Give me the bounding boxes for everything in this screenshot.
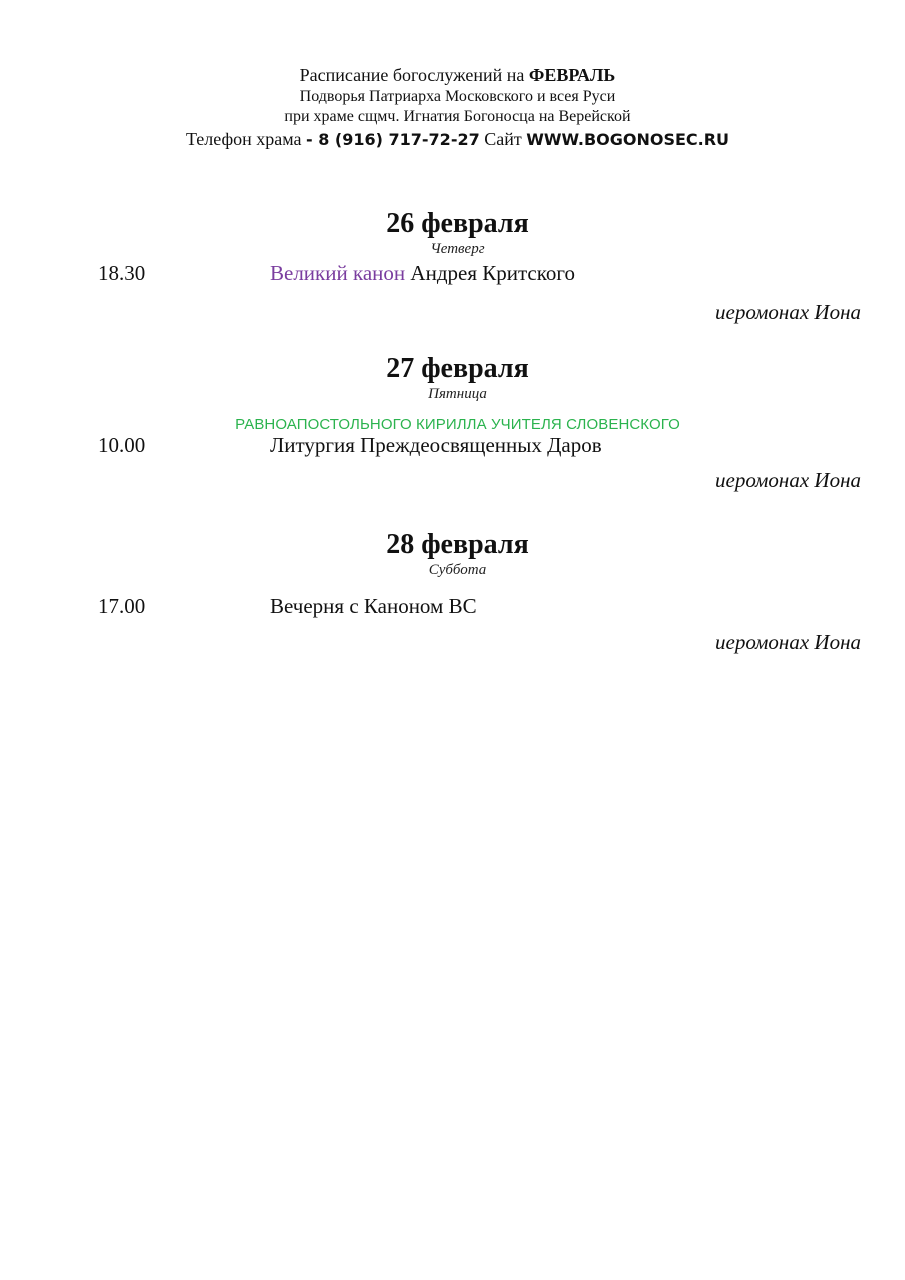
service-time: 18.30 (98, 261, 146, 285)
service-row (0, 430, 905, 460)
day-section (0, 529, 905, 657)
service-priest: иеромонах Иона (715, 300, 861, 324)
day-section (0, 208, 905, 327)
schedule-title (10, 64, 905, 87)
day-date: 27 февраля (386, 353, 529, 384)
header-line-church: при храме сщмч. Игнатия Богоносца на Верейской (284, 108, 631, 125)
header-contacts (10, 127, 905, 152)
title-prefix: Расписание богослужений на (299, 65, 529, 85)
service-name: Литургия Преждеосвященных Даров (270, 433, 602, 457)
service-time: 10.00 (98, 433, 146, 457)
day-weekday: Суббота (428, 562, 487, 578)
service-priest: иеромонах Иона (715, 468, 861, 492)
day-date: 26 февраля (386, 208, 529, 239)
day-weekday: Четверг (430, 241, 485, 257)
title-month: ФЕВРАЛЬ (528, 65, 616, 85)
service-highlight: Великий канон (270, 261, 406, 285)
site-label: Сайт (479, 129, 527, 149)
service-time: 17.00 (98, 594, 146, 618)
service-row (0, 258, 905, 288)
service-name: Вечерня с Каноном ВС (270, 594, 477, 618)
service-priest: иеромонах Иона (715, 630, 861, 654)
service-rest: Андрея Критского (405, 261, 575, 285)
day-date: 28 февраля (386, 529, 529, 560)
feast-title: РАВНОАПОСТОЛЬНОГО КИРИЛЛА УЧИТЕЛЯ СЛОВЕНСКОГО (235, 416, 680, 433)
site-url: WWW.BOGONOSEC.RU (526, 130, 730, 149)
header-line-patriarch: Подворья Патриарха Московского и всея Руси (299, 88, 616, 105)
day-weekday: Пятница (428, 386, 487, 402)
day-section (0, 353, 905, 495)
schedule-header (0, 64, 905, 152)
phone-number: - 8 (916) 717-72-27 (306, 130, 480, 149)
phone-label: Телефон храма (185, 129, 306, 149)
service-name (270, 258, 575, 288)
service-row (0, 591, 905, 621)
